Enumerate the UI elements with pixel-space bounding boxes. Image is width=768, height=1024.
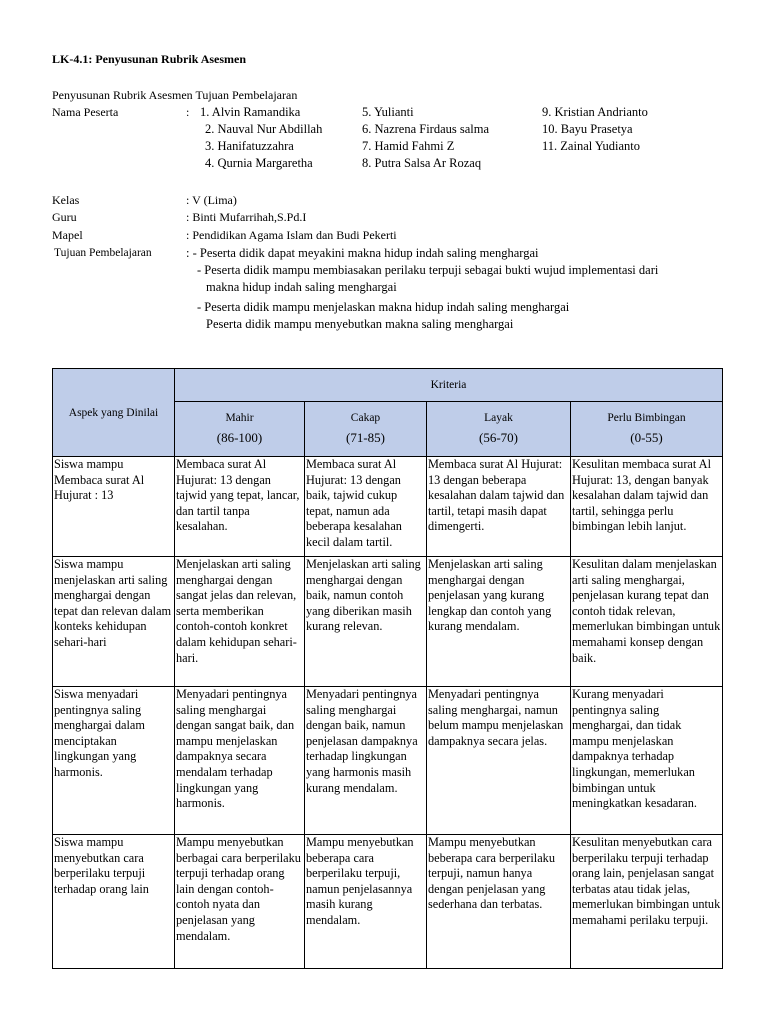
rubric-table [52,368,723,969]
participant-4: 4. Qurnia Margaretha [205,156,313,170]
participant-10: 10. Bayu Prasetya [542,122,633,136]
tujuan-line-5: Peserta didik mampu menyebutkan makna saling menghargai [206,317,514,331]
participant-5: 5. Yulianti [362,105,414,119]
criteria-cell: Membaca surat Al Hujurat: 13 dengan beberapa kesalahan dalam tajwid dan tartil, tetapi masih dapat dimengerti. [427,457,571,557]
participant-8: 8. Putra Salsa Ar Rozaq [362,156,482,170]
tujuan-line-3: makna hidup indah saling menghargai [206,280,397,294]
mapel-label: Mapel [52,228,83,242]
mapel-value: : Pendidikan Agama Islam dan Budi Pekerti [186,228,397,242]
kriteria-header: Kriteria [175,369,723,402]
criteria-cell: Mampu menyebutkan beberapa cara berperilaku terpuji, namun hanya dengan penjelasan yang sederhana dan terbatas. [427,835,571,969]
guru-value: : Binti Mufarrihah,S.Pd.I [186,210,307,224]
criteria-cell: Mampu menyebutkan berbagai cara berperilaku terpuji terhadap orang lain dengan contoh-contoh nyata dan penjelasan yang mendalam. [175,835,305,969]
table-row [53,457,723,557]
participant-7: 7. Hamid Fahmi Z [362,139,455,153]
document-title: LK-4.1: Penyusunan Rubrik Asesmen [52,52,247,66]
criteria-cell: Menjelaskan arti saling menghargai dengan penjelasan yang kurang lengkap dan contoh yang kurang mendalam. [427,557,571,687]
criteria-cell: Membaca surat Al Hujurat: 13 dengan tajwid yang tepat, lancar, dan tartil tanpa kesalahan. [175,457,305,557]
criteria-cell: Menjelaskan arti saling menghargai dengan baik, namun contoh yang diberikan masih kurang relevan. [305,557,427,687]
table-row [53,687,723,835]
tujuan-label: Tujuan Pembelajaran [54,247,152,259]
criteria-cell: Kurang menyadari pentingnya saling menghargai, dan tidak mampu menjelaskan dampaknya terhadap lingkungan, memerlukan bimbingan untuk meningkatkan kesadaran. [571,687,723,835]
aspek-cell: Siswa mampu menjelaskan arti saling menghargai dengan tepat dan relevan dalam konteks kehidupan sehari-hari [53,557,175,687]
kelas-value: : V (Lima) [186,193,237,207]
level-header-mahir: Mahir (86-100) [175,402,305,457]
table-row [53,835,723,969]
participant-2: 2. Nauval Nur Abdillah [205,122,323,136]
peserta-colon: : [186,105,190,119]
kelas-label: Kelas [52,193,80,207]
table-row [53,557,723,687]
participant-6: 6. Nazrena Firdaus salma [362,122,490,136]
participant-1: 1. Alvin Ramandika [200,105,301,119]
level-header-layak: Layak (56-70) [427,402,571,457]
criteria-cell: Menjelaskan arti saling menghargai dengan sangat jelas dan relevan, serta memberikan contoh-contoh konkret dalam kehidupan sehari-hari. [175,557,305,687]
aspek-cell: Siswa mampu Membaca surat Al Hujurat : 13 [53,457,175,557]
level-header-perlu-bimbingan: Perlu Bimbingan (0-55) [571,402,723,457]
level-header-cakap: Cakap (71-85) [305,402,427,457]
criteria-cell: Menyadari pentingnya saling menghargai, namun belum mampu menjelaskan dampaknya secara jelas. [427,687,571,835]
table-header-row [53,369,723,402]
subtitle: Penyusunan Rubrik Asesmen Tujuan Pembelajaran [52,88,298,102]
tujuan-line-4: - Peserta didik mampu menjelaskan makna hidup indah saling menghargai [197,300,570,314]
participant-9: 9. Kristian Andrianto [542,105,648,119]
criteria-cell: Menyadari pentingnya saling menghargai dengan baik, namun penjelasan dampaknya terhadap lingkungan yang harmonis masih kurang mendalam. [305,687,427,835]
criteria-cell: Kesulitan membaca surat Al Hujurat: 13, dengan banyak kesalahan dalam tajwid dan tartil, sehingga perlu bimbingan lebih lanjut. [571,457,723,557]
criteria-cell: Kesulitan dalam menjelaskan arti saling menghargai, penjelasan kurang tepat dan contoh tidak relevan, memerlukan bimbingan untuk memahami konsep dengan baik. [571,557,723,687]
criteria-cell: Membaca surat Al Hujurat: 13 dengan baik, tajwid cukup tepat, namun ada beberapa kesalahan kecil dalam tartil. [305,457,427,557]
participant-11: 11. Zainal Yudianto [542,139,641,153]
criteria-cell: Menyadari pentingnya saling menghargai dengan sangat baik, dan mampu menjelaskan dampaknya secara mendalam terhadap lingkungan yang harmonis. [175,687,305,835]
criteria-cell: Kesulitan menyebutkan cara berperilaku terpuji terhadap orang lain, penjelasan sangat terbatas atau tidak jelas, memerlukan bimbingan untuk memahami perilaku terpuji. [571,835,723,969]
participant-3: 3. Hanifatuzzahra [205,139,294,153]
peserta-label: Nama Peserta [52,105,119,119]
aspek-cell: Siswa mampu menyebutkan cara berperilaku terpuji terhadap orang lain [53,835,175,969]
tujuan-line-1: : - Peserta didik dapat meyakini makna hidup indah saling menghargai [186,246,539,260]
aspek-header: Aspek yang Dinilai [53,369,175,457]
aspek-cell: Siswa menyadari pentingnya saling menghargai dalam menciptakan lingkungan yang harmonis. [53,687,175,835]
tujuan-line-2: - Peserta didik mampu membiasakan perilaku terpuji sebagai bukti wujud implementasi dari [197,263,659,277]
guru-label: Guru [52,210,77,224]
criteria-cell: Mampu menyebutkan beberapa cara berperilaku terpuji, namun penjelasannya masih kurang mendalam. [305,835,427,969]
